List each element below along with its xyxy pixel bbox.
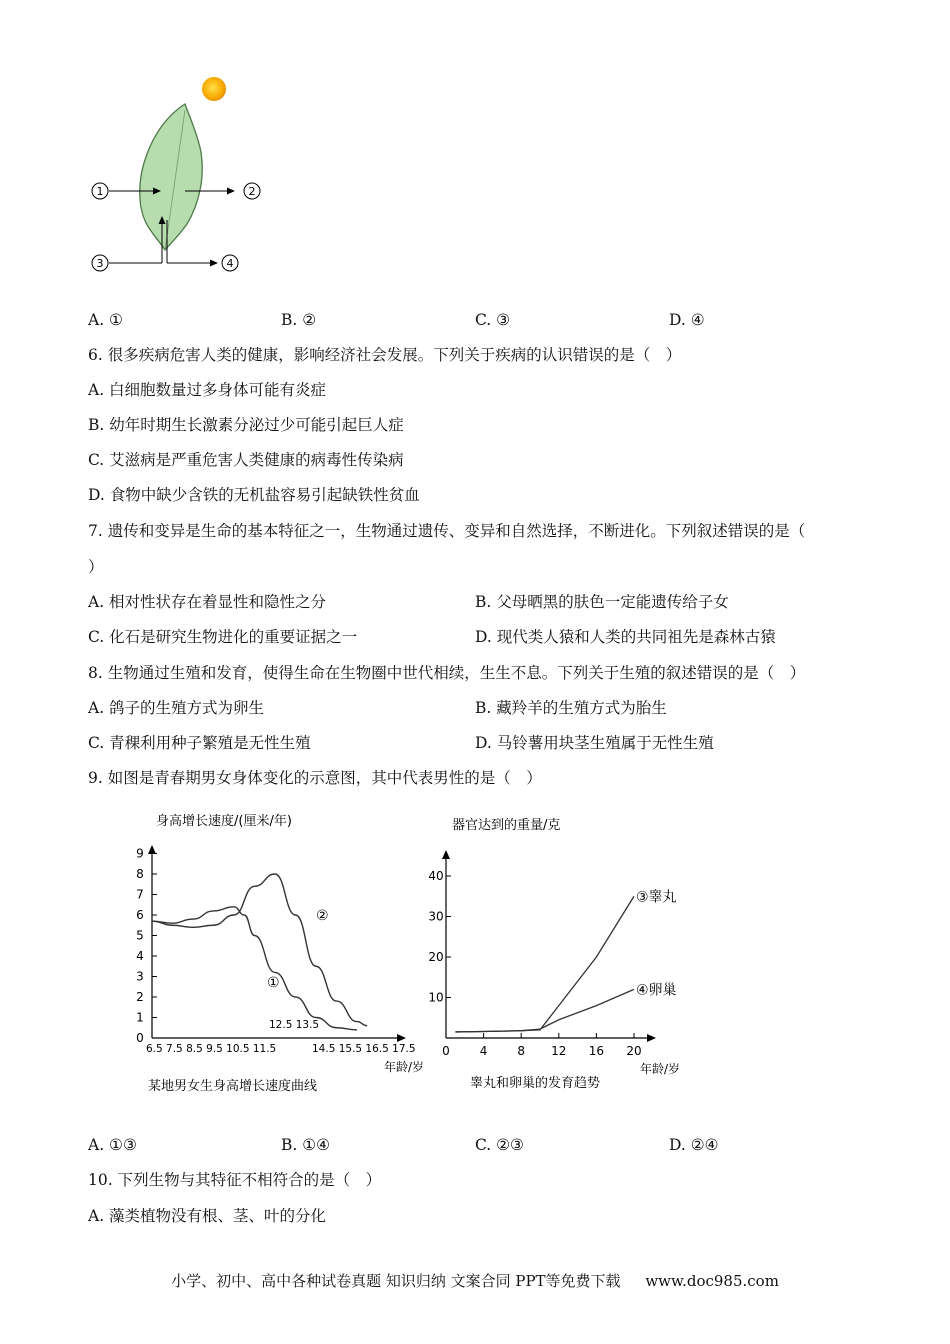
q7-option-b[interactable]: B. 父母晒黑的肤色一定能遗传给子女 (475, 593, 729, 611)
chart2-xtick-label: 12 (551, 1044, 567, 1058)
q5-option-d[interactable]: D. ④ (669, 311, 705, 329)
chart2-caption: 睾丸和卵巢的发育趋势 (470, 1076, 601, 1091)
q6-stem: 6. 很多疾病危害人类的健康，影响经济社会发展。下列关于疾病的认识错误的是（ ） (88, 346, 682, 364)
chart1-xticks-right: 14.5 15.5 16.5 17.5 (312, 1043, 416, 1055)
q8-option-a[interactable]: A. 鸽子的生殖方式为卵生 (88, 699, 265, 717)
svg-text:3: 3 (96, 257, 104, 270)
q5-option-a[interactable]: A. ① (88, 311, 123, 329)
chart1-ytick-label: 2 (136, 990, 144, 1004)
chart2-xtick-label: 20 (626, 1044, 642, 1058)
chart1-ytick-label: 6 (136, 908, 144, 922)
q7-stem: 7. 遗传和变异是生命的基本特征之一，生物通过遗传、变异和自然选择，不断进化。下列叙述错误的是（ (88, 522, 806, 540)
chart1-ytick-label: 7 (136, 887, 144, 902)
chart1-series-label-2: ② (316, 908, 329, 924)
sun-icon (202, 77, 226, 101)
chart1-ytick-label: 8 (136, 867, 144, 881)
label-4 (222, 255, 238, 271)
q8-option-d[interactable]: D. 马铃薯用块茎生殖属于无性生殖 (475, 734, 714, 752)
chart1-ytick-label: 3 (136, 969, 144, 984)
chart1-ytick-label: 9 (136, 846, 144, 861)
chart1-ytick-label: 5 (136, 928, 144, 943)
chart1-ytick-label: 4 (136, 949, 144, 963)
leaf-diagram (85, 70, 270, 280)
page-footer (0, 1270, 950, 1291)
q9-option-c[interactable]: C. ②③ (475, 1136, 524, 1154)
q6-option-b[interactable]: B. 幼年时期生长激素分泌过少可能引起巨人症 (88, 416, 404, 434)
footer-text: 小学、初中、高中各种试卷真题 知识归纳 文案合同 PPT等免费下载 (171, 1272, 621, 1290)
chart2-xlabel: 年龄/岁 (640, 1062, 681, 1076)
height-growth-chart (130, 805, 425, 1100)
chart2-ytick-label: 20 (428, 950, 444, 964)
chart1-series-line-2 (152, 874, 367, 1026)
chart1-xticks-mid: 12.5 13.5 (269, 1019, 320, 1031)
footer-url[interactable]: www.doc985.com (645, 1272, 779, 1290)
chart2-xtick-label: 16 (588, 1044, 605, 1058)
chart2-ytick-label: 40 (428, 869, 444, 883)
chart1-xticks-left: 6.5 7.5 8.5 9.5 10.5 11.5 (146, 1043, 277, 1055)
leaf-shape (140, 104, 203, 250)
chart1-series-label-1: ① (267, 975, 280, 991)
q6-option-a[interactable]: A. 白细胞数量过多身体可能有炎症 (88, 381, 327, 399)
chart2-series-label-2: ④卵巢 (636, 982, 677, 999)
chart1-ytick-label: 1 (136, 1010, 144, 1025)
chart1-series-line-1 (152, 907, 357, 1030)
q7-option-a[interactable]: A. 相对性状存在着显性和隐性之分 (88, 593, 327, 611)
chart1-ytick-label: 0 (136, 1031, 144, 1045)
chart1-xlabel: 年龄/岁 (384, 1060, 425, 1074)
label-2 (244, 183, 260, 199)
label-1 (92, 183, 108, 199)
organ-weight-chart (420, 805, 710, 1100)
label-3 (92, 255, 108, 271)
chart2-xtick-label: 0 (442, 1044, 450, 1058)
q5-option-c[interactable]: C. ③ (475, 311, 511, 329)
q9-option-d[interactable]: D. ②④ (669, 1136, 719, 1154)
chart2-ylabel: 器官达到的重量/克 (452, 818, 561, 833)
q5-option-b[interactable]: B. ② (281, 311, 317, 329)
chart2-xtick-label: 4 (479, 1044, 488, 1058)
chart2-series-line-2 (455, 989, 634, 1032)
q8-stem: 8. 生物通过生殖和发育，使得生命在生物圈中世代相续，生生不息。下列关于生殖的叙述错误的是（ ） (88, 664, 806, 682)
svg-text:4: 4 (226, 257, 234, 270)
svg-text:1: 1 (96, 185, 104, 198)
chart1-caption: 某地男女生身高增长速度曲线 (148, 1079, 318, 1094)
chart2-ytick-label: 10 (428, 990, 444, 1005)
q7-stem-cont: ） (88, 558, 104, 576)
chart2-series-line-1 (455, 896, 634, 1032)
q9-stem: 9. 如图是青春期男女身体变化的示意图，其中代表男性的是（ ） (88, 769, 542, 787)
chart2-xtick-label: 8 (517, 1044, 526, 1058)
chart2-ytick-label: 30 (428, 909, 444, 924)
q8-option-b[interactable]: B. 藏羚羊的生殖方式为胎生 (475, 699, 667, 717)
q9-option-b[interactable]: B. ①④ (281, 1136, 331, 1154)
chart2-series-label-1: ③睾丸 (636, 889, 677, 906)
q10-stem: 10. 下列生物与其特征不相符合的是（ ） (88, 1171, 382, 1189)
q7-option-d[interactable]: D. 现代类人猿和人类的共同祖先是森林古猿 (475, 628, 776, 646)
q6-option-d[interactable]: D. 食物中缺少含铁的无机盐容易引起缺铁性贫血 (88, 486, 420, 504)
chart1-ylabel: 身高增长速度/(厘米/年) (156, 814, 292, 829)
q8-option-c[interactable]: C. 青稞利用种子繁殖是无性生殖 (88, 734, 311, 752)
q7-option-c[interactable]: C. 化石是研究生物进化的重要证据之一 (88, 628, 358, 646)
q9-option-a[interactable]: A. ①③ (88, 1136, 137, 1154)
q6-option-c[interactable]: C. 艾滋病是严重危害人类健康的病毒性传染病 (88, 451, 404, 469)
q10-option-a[interactable]: A. 藻类植物没有根、茎、叶的分化 (88, 1207, 327, 1225)
svg-text:2: 2 (248, 185, 256, 198)
